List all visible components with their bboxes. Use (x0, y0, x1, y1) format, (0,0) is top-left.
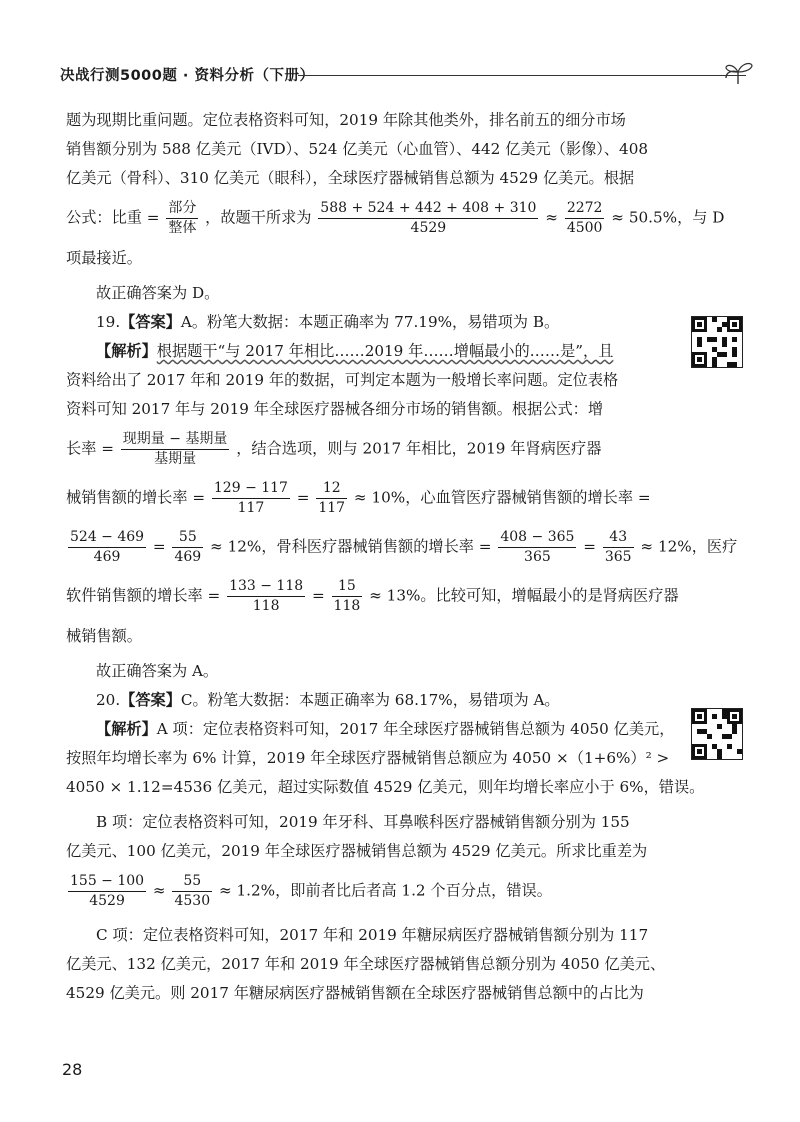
q19-analysis-line: 【解析】根据题干“与 2017 年相比……2019 年……增幅最小的……是”，且 (96, 342, 614, 360)
text-line: 亿美元（骨科）、310 亿美元（眼科），全球医疗器械销售总额为 4529 亿美元。根据 (66, 169, 635, 187)
answer-conclusion: 故正确答案为 D。 (96, 284, 220, 302)
fraction: $\frac{133 - 118}{118}$ (229, 578, 304, 614)
fraction: $\frac{55}{4530}$ (174, 873, 211, 909)
fraction: $\frac{524 - 469}{469}$ (70, 529, 145, 565)
fraction: $\frac{408 - 365}{365}$ (500, 529, 575, 565)
proportion-formula: 公式：比重 = $\frac{\text{部分}}{\text{整体}}$ ，故题干所求为 $\frac{588 + 524 + 442 + 408 + 310}{4529}$ ≈ $\frac{2272}{4500}$ ≈ 50.5%，与 D (66, 200, 725, 236)
fraction: $\frac{12}{117}$ (318, 480, 346, 516)
text-line: 械销售额。 (66, 627, 142, 645)
text-line: 4050 × 1.12=4536 亿美元，超过实际数值 4529 亿美元，则年均增长率应小于 6%，错误。 (66, 778, 705, 796)
text-line: C 项：定位表格资料可知，2017 年和 2019 年糖尿病医疗器械销售额分别为 117 (96, 926, 649, 944)
proportion-diff-formula: $\frac{155 - 100}{4529}$ ≈ $\frac{55}{4530}$ ≈ 1.2%，即前者比后者高 1.2 个百分点，错误。 (70, 873, 552, 909)
answer-conclusion: 故正确答案为 A。 (96, 662, 219, 680)
text-line: 按照年均增长率为 6% 计算，2019 年全球医疗器械销售总额应为 4050 ×（1+6%）² > (66, 749, 670, 767)
text-line: 资料可知 2017 年与 2019 年全球医疗器械各细分市场的销售额。根据公式：增 (66, 400, 604, 418)
fraction: $\frac{129 - 117}{117}$ (213, 480, 288, 516)
running-header (60, 58, 750, 98)
qr-pattern (692, 709, 742, 759)
q19-answer: 19.【答案】A。粉笔大数据：本题正确率为 77.19%，易错项为 B。 (96, 313, 560, 331)
fraction: $\frac{\text{部分}}{\text{整体}}$ (168, 200, 197, 236)
software-growth-line: 软件销售额的增长率 = $\frac{133 - 118}{118}$ = $\frac{15}{118}$ ≈ 13%。比较可知，增幅最小的是肾病医疗器 (66, 578, 679, 614)
qr-pattern (692, 317, 742, 367)
qr-code-icon[interactable] (691, 708, 743, 760)
q20-answer: 20.【答案】C。粉笔大数据：本题正确率为 68.17%，易错项为 A。 (96, 691, 560, 709)
text-line: 亿美元、100 亿美元，2019 年全球医疗器械销售总额为 4529 亿美元。所求比重差为 (66, 842, 648, 860)
cardio-ortho-growth-line: $\frac{524 - 469}{469}$ = $\frac{55}{469}$ ≈ 12%，骨科医疗器械销售额的增长率 = $\frac{408 - 365}{365}$ = $\frac{43}{365}$ ≈ 12%，医疗 (70, 529, 738, 565)
book-title: 决战行测5000题 · 资料分析（下册） (60, 68, 315, 84)
text-line: 销售额分别为 588 亿美元（IVD）、524 亿美元（心血管）、442 亿美元（影像）、408 (66, 140, 649, 158)
fraction: $\frac{155 - 100}{4529}$ (70, 873, 145, 909)
text-line: 题为现期比重问题。定位表格资料可知，2019 年除其他类外，排名前五的细分市场 (66, 111, 626, 129)
fraction: $\frac{43}{365}$ (604, 529, 632, 565)
kidney-growth-line: 械销售额的增长率 = $\frac{129 - 117}{117}$ = $\frac{12}{117}$ ≈ 10%，心血管医疗器械销售额的增长率 = (66, 480, 651, 516)
text-line: 亿美元、132 亿美元，2017 年和 2019 年全球医疗器械销售总额分别为 4050 亿美元、 (66, 955, 666, 973)
page-number: 28 (62, 1060, 83, 1079)
header-rule (298, 75, 746, 76)
text-line: B 项：定位表格资料可知，2019 年牙科、耳鼻喉科医疗器械销售额分别为 155 (96, 813, 630, 831)
fraction: $\frac{55}{469}$ (174, 529, 202, 565)
q20-analysis-line: 【解析】A 项：定位表格资料可知，2017 年全球医疗器械销售总额为 4050 亿美元， (96, 720, 675, 738)
fraction: $\frac{\text{现期量 − 基期量}}{\text{基期量}}$ (122, 431, 228, 467)
fraction: $\frac{2272}{4500}$ (566, 200, 603, 236)
sprout-icon (720, 58, 756, 86)
fraction: $\frac{15}{118}$ (333, 578, 361, 614)
text-line: 资料给出了 2017 年和 2019 年的数据，可判定本题为一般增长率问题。定位表格 (66, 371, 619, 389)
growth-rate-formula: 长率 = $\frac{\text{现期量 − 基期量}}{\text{基期量}}$ ，结合选项，则与 2017 年相比，2019 年肾病医疗器 (66, 431, 602, 467)
text-line: 4529 亿美元。则 2017 年糖尿病医疗器械销售额在全球医疗器械销售总额中的占比为 (66, 984, 644, 1002)
text-line: 项最接近。 (66, 249, 142, 267)
fraction: $\frac{588 + 524 + 442 + 408 + 310}{4529}$ (320, 200, 537, 236)
page-body (66, 110, 738, 1004)
qr-code-icon[interactable] (691, 316, 743, 368)
